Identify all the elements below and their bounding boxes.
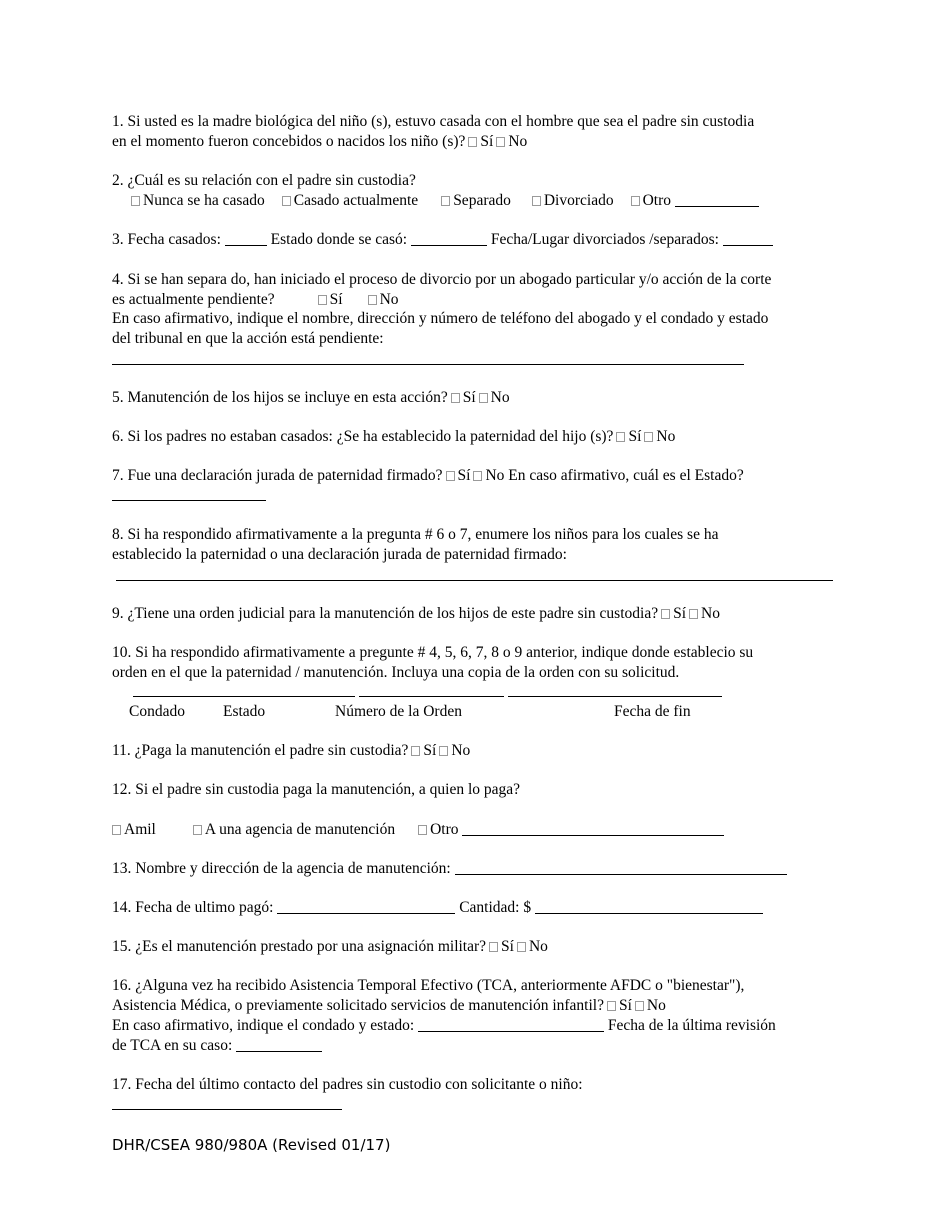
q4-no-label: No bbox=[379, 291, 399, 308]
q7-no-checkbox[interactable] bbox=[473, 471, 482, 481]
q5-no-label: No bbox=[490, 389, 510, 406]
q16-si-checkbox[interactable] bbox=[607, 1001, 616, 1011]
q14-cantidad-field[interactable] bbox=[535, 899, 763, 914]
q16-question: Asistencia Médica, o previamente solicitado servicios de manutención infantil? bbox=[112, 997, 604, 1014]
q4-line3: En caso afirmativo, indique el nombre, dirección y número de teléfono del abogado y el condado y estado bbox=[112, 310, 769, 327]
q11-line bbox=[112, 741, 470, 761]
q7-si-label: Sí bbox=[457, 467, 471, 484]
q15-si-checkbox[interactable] bbox=[489, 942, 498, 952]
q7-tail: En caso afirmativo, cuál es el Estado? bbox=[508, 467, 744, 484]
q2-opt5-label: Otro bbox=[642, 192, 672, 209]
q11-question: 11. ¿Paga la manutención el padre sin custodia? bbox=[112, 742, 409, 759]
q15-no-checkbox[interactable] bbox=[517, 942, 526, 952]
q4-line2 bbox=[112, 290, 399, 310]
q12-opt2-label: A una agencia de manutención bbox=[204, 821, 396, 838]
q3-fecha-field[interactable] bbox=[225, 231, 267, 246]
q4-question: es actualmente pendiente? bbox=[112, 291, 275, 308]
q2-opt3-checkbox[interactable] bbox=[441, 196, 450, 206]
q2-opt1-label: Nunca se ha casado bbox=[143, 192, 265, 209]
q10-line2: orden en el que la paternidad / manutención. Incluya una copia de la orden con su solicitud. bbox=[112, 664, 680, 681]
q12-opt2-checkbox[interactable] bbox=[193, 825, 202, 835]
q17-line: 17. Fecha del último contacto del padres sin custodio con solicitante o niño: bbox=[112, 1076, 583, 1093]
q5-si-checkbox[interactable] bbox=[451, 393, 460, 403]
q13-line bbox=[112, 859, 787, 879]
q15-si-label: Sí bbox=[501, 938, 514, 955]
q6-question: 6. Si los padres no estaban casados: ¿Se ha establecido la paternidad del hijo (s)? bbox=[112, 428, 614, 445]
q3-divorcio-field[interactable] bbox=[723, 231, 773, 246]
q10-line1: 10. Si ha respondido afirmativamente a pregunte # 4, 5, 6, 7, 8 o 9 anterior, indique donde establecio su bbox=[112, 644, 754, 661]
q14-fecha-field[interactable] bbox=[277, 899, 455, 914]
q12-line: 12. Si el padre sin custodia paga la manutención, a quien lo paga? bbox=[112, 781, 521, 798]
q1-line2 bbox=[112, 132, 527, 152]
q12-opt3-checkbox[interactable] bbox=[418, 825, 427, 835]
q2-options bbox=[128, 191, 759, 211]
q15-no-label: No bbox=[528, 938, 548, 955]
q3-divorcio-label: Fecha/Lugar divorciados /separados: bbox=[490, 231, 719, 248]
q16-revision-label: Fecha de la última revisión bbox=[607, 1017, 776, 1034]
q1-no-label: No bbox=[508, 133, 528, 150]
q5-no-checkbox[interactable] bbox=[479, 393, 488, 403]
q4-si-checkbox[interactable] bbox=[318, 295, 327, 305]
q7-si-checkbox[interactable] bbox=[446, 471, 455, 481]
q7-line bbox=[112, 466, 744, 486]
q2-opt2-label: Casado actualmente bbox=[293, 192, 419, 209]
q12-options bbox=[112, 820, 724, 840]
q2-opt2-checkbox[interactable] bbox=[282, 196, 291, 206]
q9-si-label: Sí bbox=[673, 605, 687, 622]
q16-line1: 16. ¿Alguna vez ha recibido Asistencia Temporal Efectivo (TCA, anteriormente AFDC o "bienestar"), bbox=[112, 977, 745, 994]
q15-line bbox=[112, 937, 548, 957]
form-footer: DHR/CSEA 980/980A (Revised 01/17) bbox=[112, 1136, 391, 1154]
q16-condado-label: En caso afirmativo, indique el condado y estado: bbox=[112, 1017, 415, 1034]
q4-no-checkbox[interactable] bbox=[368, 295, 377, 305]
q11-si-label: Sí bbox=[423, 742, 437, 759]
q10-orden-line[interactable] bbox=[508, 696, 722, 697]
q2-opt1-checkbox[interactable] bbox=[131, 196, 140, 206]
q7-answer-line[interactable] bbox=[112, 500, 266, 501]
q15-question: 15. ¿Es el manutención prestado por una asignación militar? bbox=[112, 938, 487, 955]
q8-line1: 8. Si ha respondido afirmativamente a la pregunta # 6 o 7, enumere los niños para los cuales se ha bbox=[112, 526, 719, 543]
q3-estado-field[interactable] bbox=[411, 231, 487, 246]
q5-si-label: Sí bbox=[462, 389, 476, 406]
q2-opt5-checkbox[interactable] bbox=[631, 196, 640, 206]
q2-opt4-label: Divorciado bbox=[543, 192, 614, 209]
q16-tca-label: de TCA en su caso: bbox=[112, 1037, 233, 1054]
q2-otro-field[interactable] bbox=[675, 192, 759, 207]
q7-question: 7. Fue una declaración jurada de paternidad firmado? bbox=[112, 467, 443, 484]
q12-opt1-checkbox[interactable] bbox=[112, 825, 121, 835]
q3-fecha-label: 3. Fecha casados: bbox=[112, 231, 221, 248]
q4-si-label: Sí bbox=[329, 291, 343, 308]
q6-si-checkbox[interactable] bbox=[616, 432, 625, 442]
q9-no-label: No bbox=[701, 605, 720, 622]
q1-si-label: Sí bbox=[480, 133, 494, 150]
q4-answer-line[interactable] bbox=[112, 364, 744, 365]
q8-line2: establecido la paternidad o una declaración jurada de paternidad firmado: bbox=[112, 546, 567, 563]
q9-question: 9. ¿Tiene una orden judicial para la manutención de los hijos de este padre sin custodia? bbox=[112, 605, 659, 622]
q5-line bbox=[112, 388, 510, 408]
q6-no-label: No bbox=[656, 428, 676, 445]
q16-tca-field[interactable] bbox=[236, 1037, 322, 1052]
q9-no-checkbox[interactable] bbox=[689, 609, 698, 619]
q16-line3 bbox=[112, 1016, 776, 1036]
q11-si-checkbox[interactable] bbox=[411, 746, 420, 756]
q16-condado-field[interactable] bbox=[418, 1017, 604, 1032]
q1-si-checkbox[interactable] bbox=[468, 137, 477, 147]
q16-no-checkbox[interactable] bbox=[635, 1001, 644, 1011]
q9-line bbox=[112, 604, 720, 624]
q2-opt3-label: Separado bbox=[453, 192, 511, 209]
q1-no-checkbox[interactable] bbox=[496, 137, 505, 147]
q17-answer-line[interactable] bbox=[112, 1109, 342, 1110]
q1-question: en el momento fueron concebidos o nacidos los niño (s)? bbox=[112, 133, 466, 150]
q3-line bbox=[112, 230, 773, 250]
q14-fecha-label: 14. Fecha de ultimo pagó: bbox=[112, 899, 274, 916]
q4-line4: del tribunal en que la acción está pendiente: bbox=[112, 330, 384, 347]
q7-no-label: No bbox=[485, 467, 505, 484]
q2-line1: 2. ¿Cuál es su relación con el padre sin custodia? bbox=[112, 172, 416, 189]
q4-line1: 4. Si se han separa do, han iniciado el proceso de divorcio por un abogado particular y/o acción de la corte bbox=[112, 271, 772, 288]
q16-line2 bbox=[112, 996, 666, 1016]
q10-col-fecha: Fecha de fin bbox=[614, 703, 691, 720]
q8-answer-line[interactable] bbox=[116, 580, 833, 581]
q12-opt1-label: Amil bbox=[124, 821, 156, 838]
q12-otro-field[interactable] bbox=[462, 821, 724, 836]
q16-no-label: No bbox=[646, 997, 666, 1014]
q6-line bbox=[112, 427, 675, 447]
q10-col-orden: Número de la Orden bbox=[335, 703, 462, 720]
q13-field[interactable] bbox=[455, 860, 787, 875]
q3-estado-label: Estado donde se casó: bbox=[270, 231, 408, 248]
q5-question: 5. Manutención de los hijos se incluye en esta acción? bbox=[112, 389, 448, 406]
q13-question: 13. Nombre y dirección de la agencia de manutención: bbox=[112, 860, 451, 877]
q16-si-label: Sí bbox=[618, 997, 632, 1014]
q10-col-estado: Estado bbox=[223, 703, 266, 720]
q1-line1: 1. Si usted es la madre biológica del niño (s), estuvo casada con el hombre que sea el padre sin custodia bbox=[112, 113, 755, 130]
q14-line bbox=[112, 898, 763, 918]
q11-no-label: No bbox=[451, 742, 471, 759]
q12-opt3-label: Otro bbox=[430, 821, 459, 838]
q16-line4 bbox=[112, 1036, 322, 1056]
q10-condado-line[interactable] bbox=[133, 696, 355, 697]
q9-si-checkbox[interactable] bbox=[661, 609, 670, 619]
q6-no-checkbox[interactable] bbox=[644, 432, 653, 442]
q11-no-checkbox[interactable] bbox=[439, 746, 448, 756]
q2-opt4-checkbox[interactable] bbox=[532, 196, 541, 206]
q14-cantidad-label: Cantidad: $ bbox=[459, 899, 532, 916]
q10-col-condado: Condado bbox=[129, 703, 185, 720]
q10-estado-line[interactable] bbox=[359, 696, 504, 697]
q6-si-label: Sí bbox=[628, 428, 642, 445]
